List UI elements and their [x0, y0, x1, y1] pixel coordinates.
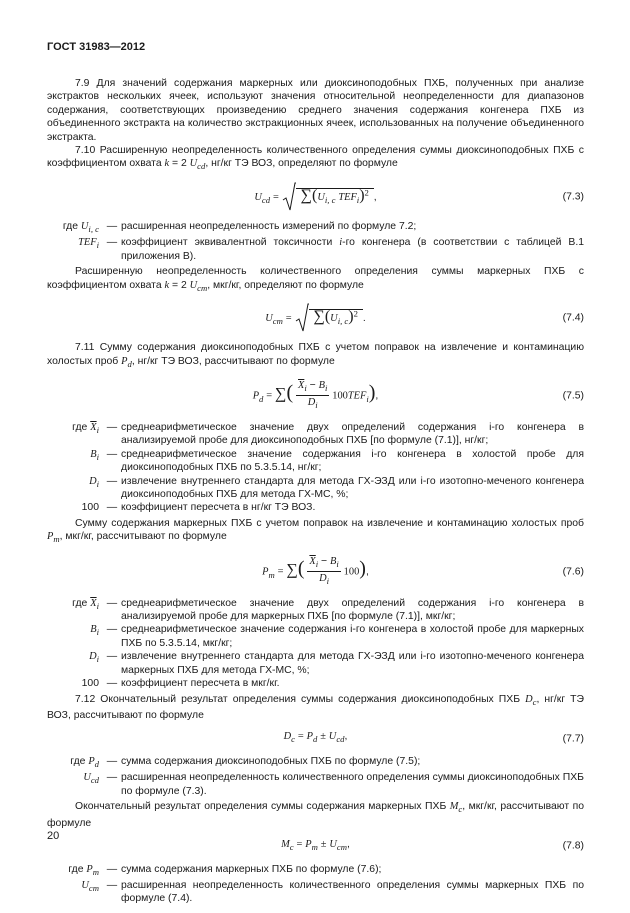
definitions-7-3: где $U_{i, c}$ — расширенная неопределенность измерений по формуле 7.2; $TEF_i$ — коэффициент эквивалентной токсичности i-го конгенера (в соответствии с таблицей В.1 приложения В).: [62, 220, 584, 262]
formula-number: (7.8): [562, 840, 584, 852]
paragraph-7-9: 7.9 Для значений содержания маркерных или диоксиноподобных ПХБ, полученных при анализе экстрактов нескольких ячеек, используют значения относительной неопределенности для диапазонов содержания, соответствующих произведению среднего значения содержания конгенера ПХБ из объединенного экстракта на количество экстракционных ячеек, использованных на получение объединенного экстракта.: [47, 78, 584, 143]
formula-7-8: $M_c = P_m \pm U_{cm}$, (7.8): [281, 839, 584, 853]
definitions-7-8: где $P_m$ — сумма содержания маркерных ПХБ по формуле (7.6); $U_{cm}$ — расширенная неопределенность количественного определения суммы маркерных ПХБ по формуле (7.4).: [68, 863, 584, 905]
definitions-7-5: где $\overline{X}_i$ — среднеарифметическое значение двух определений содержания i-го конгенера в анализируемой пробе для диоксиноподобных ПХБ [по формуле (7.1)], нг/кг; $B_i$ — среднеарифметическое значение содержания i-го конгенера в холостой пробе для диоксиноподобных ПХБ по 5.3.5.14, нг/кг; $D_i$ — извлечение внутреннего стандарта для метода ГХ-ЭЗД или i-го изотопно-меченого конгенера диоксиноподобных ПХБ для метода ГХ-МС, %; 100 — коэффициент пересчета в нг/кг ТЭ ВОЗ.: [72, 421, 584, 514]
paragraph-7-12: 7.12 Окончательный результат определения суммы содержания диоксиноподобных ПХБ $D_c$, нг/кг ТЭ ВОЗ, рассчитывают по формуле: [47, 693, 584, 721]
paragraph-7-4-intro: Расширенную неопределенность количественного определения суммы маркерных ПХБ с коэффициентом охвата k = 2 $U_{cm}$, мкг/кг, определяют по формуле: [47, 266, 584, 293]
sqrt-icon: [282, 182, 296, 212]
sqrt-icon: [295, 303, 309, 333]
definitions-7-6: где $\overline{X}_i$ — среднеарифметическое значение двух определений содержания i-го конгенера в анализируемой пробе для маркерных ПХБ [по формуле (7.1)], мкг/кг; $B_i$ — среднеарифметическое значение содержания i-го конгенера в холостой пробе для маркерных ПХБ по 5.3.5.14, мкг/кг; $D_i$ — извлечение внутреннего стандарта для метода ГХ-ЭЗД или i-го изотопно-меченого конгенера маркерных ПХБ для метода ГХ-МС, %; 100 — коэффициент пересчета в мкг/кг.: [72, 597, 584, 690]
formula-number: (7.4): [562, 312, 584, 324]
formula-number: (7.5): [562, 390, 584, 402]
page-number: 20: [47, 830, 60, 842]
formula-number: (7.6): [562, 565, 584, 577]
formula-7-7: $D_c = P_d \pm U_{cd}$, (7.7): [283, 731, 584, 745]
paragraph-7-6-intro: Сумму содержания маркерных ПХБ с учетом поправок на извлечение и контаминацию холостых проб $P_m$, мкг/кг, рассчитывают по формуле: [47, 517, 584, 545]
formula-7-5: $P_d$ = ∑( $\frac{\overline{X}_i - B_i}{D_i}$ $100TEF_i$), (7.5): [252, 380, 584, 411]
formula-7-4: $U_{cm} = \sum(U_{i, c})^2$ . (7.4): [47, 303, 584, 333]
formula-7-3: $U_{cd} = \sum(U_{i, c}$ $TEF_i)^2$ , (7.3): [47, 182, 584, 212]
formula-number: (7.7): [562, 732, 584, 744]
document-page: [47, 40, 584, 908]
definitions-7-7: где $P_d$ — сумма содержания диоксиноподобных ПХБ по формуле (7.5); $U_{cd}$ — расширенная неопределенность количественного определения суммы диоксиноподобных ПХБ по формуле (7.3).: [70, 755, 584, 797]
standard-header: ГОСТ 31983—2012: [47, 41, 146, 53]
formula-number: (7.3): [562, 191, 584, 203]
paragraph-7-8-intro: Окончательный результат определения суммы содержания маркерных ПХБ $M_c$, мкг/кг, рассчитывают по формуле: [47, 801, 584, 829]
paragraph-7-11: 7.11 Сумму содержания диоксиноподобных ПХБ с учетом поправок на извлечение и контаминацию холостых проб $P_d$, нг/кг ТЭ ВОЗ, рассчитывают по формуле: [47, 342, 584, 369]
formula-7-6: $P_m$ = ∑( $\frac{\overline{X}_i - B_i}{D_i}$ 100), (7.6): [262, 555, 584, 587]
paragraph-7-10: 7.10 Расширенную неопределенность количественного определения суммы диоксиноподобных ПХБ с коэффициентом охвата k = 2 $U_{cd}$, нг/кг ТЭ ВОЗ, определяют по формуле: [47, 145, 584, 172]
